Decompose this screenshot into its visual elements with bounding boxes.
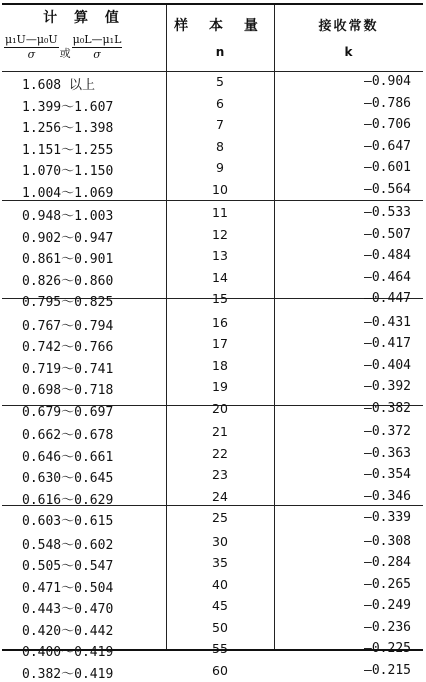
sample-size-cell: 30	[212, 533, 228, 549]
sample-size-cell: 22	[212, 445, 228, 461]
acceptance-constant-cell: —0.417	[364, 336, 411, 351]
range-cell: 1.070～1.150	[22, 164, 114, 179]
range-cell: 0.420～0.442	[22, 623, 114, 639]
range-cell: 0.826～0.860	[22, 273, 114, 289]
acceptance-constant-cell: —0.786	[364, 95, 411, 111]
sample-size-cell: 11	[212, 205, 228, 220]
table-row	[2, 574, 423, 596]
acceptance-constant-cell: —0.533	[364, 205, 411, 220]
sample-size-cell: 55	[212, 641, 228, 656]
range-cell: 0.400～0.419	[22, 645, 114, 660]
sample-size-cell: 60	[212, 662, 228, 678]
header-computed-value-title: 计 算 值	[43, 10, 125, 26]
table-row	[2, 660, 423, 682]
acceptance-constant-cell: —0.904	[364, 74, 411, 89]
table-row	[2, 638, 423, 660]
table-body	[2, 71, 423, 681]
acceptance-constant-cell: —0.249	[364, 598, 411, 613]
range-cell: 0.603～0.615	[22, 514, 114, 529]
range-cell: 0.698～0.718	[22, 383, 114, 398]
table-row	[2, 136, 423, 158]
range-cell: 0.679～0.697	[22, 404, 114, 420]
sample-size-cell: 40	[212, 576, 228, 592]
sample-size-cell: 23	[212, 467, 228, 482]
sample-size-cell: 6	[216, 95, 224, 111]
range-cell: 0.948～1.003	[22, 209, 114, 224]
acceptance-constant-cell: —0.339	[364, 510, 411, 525]
sample-size-cell: 45	[212, 598, 228, 613]
acceptance-constant-cell: —0.647	[364, 138, 411, 154]
sample-size-cell: 16	[212, 314, 228, 330]
range-cell: 0.443～0.470	[22, 602, 114, 617]
table-row	[2, 531, 423, 553]
table-row	[2, 464, 423, 486]
table-row	[2, 398, 423, 420]
range-cell: 1.151～1.255	[22, 142, 114, 158]
acceptance-constant-cell: —0.372	[364, 424, 411, 439]
acceptance-constant-cell: —0.601	[364, 160, 411, 175]
formula-upper-fraction	[4, 33, 59, 62]
table-row	[2, 71, 423, 93]
table-row	[2, 312, 423, 334]
acceptance-constant-cell: —0.431	[364, 314, 411, 330]
sample-size-cell: 19	[212, 379, 228, 394]
sample-size-cell: 9	[216, 160, 224, 175]
range-cell: 0.902～0.947	[22, 230, 114, 246]
table-row	[2, 202, 423, 224]
acceptance-constant-cell: —0.346	[364, 488, 411, 504]
acceptance-constant-cell: —0.354	[364, 467, 411, 482]
acceptance-constant-cell: —0.564	[364, 181, 411, 197]
sample-size-cell: 18	[212, 357, 228, 373]
range-cell: 1.608 以上	[22, 78, 95, 93]
table-row	[2, 224, 423, 246]
header-acceptance-constant	[274, 5, 423, 71]
range-cell: 0.662～0.678	[22, 428, 114, 443]
table-row	[2, 617, 423, 639]
table-row	[2, 288, 423, 310]
range-cell: 0.719～0.741	[22, 361, 114, 377]
acceptance-constant-cell: —0.404	[364, 357, 411, 373]
sample-size-cell: 8	[216, 138, 224, 154]
sample-size-cell: 35	[212, 555, 228, 570]
acceptance-constant-cell: —0.363	[364, 445, 411, 461]
range-cell: 0.646～0.661	[22, 449, 114, 465]
range-cell: 0.382～0.419	[22, 666, 114, 682]
table-row	[2, 114, 423, 136]
formula-upper-denominator: σ	[27, 48, 36, 61]
sample-size-cell: 13	[212, 248, 228, 263]
table-row	[2, 179, 423, 201]
header-sample-size	[166, 5, 274, 71]
range-cell: 0.548～0.602	[22, 537, 114, 553]
formula-upper-numerator: μ₁U—μ₀U	[5, 33, 58, 46]
sample-size-cell: 24	[212, 488, 228, 504]
acceptance-constant-cell: —0.484	[364, 248, 411, 263]
acceptance-constant-cell: —0.392	[364, 379, 411, 394]
acceptance-constant-cell: —0.464	[364, 269, 411, 285]
table-row	[2, 552, 423, 574]
table-row	[2, 421, 423, 443]
range-cell: 1.004～1.069	[22, 185, 114, 201]
range-cell: 0.795～0.825	[22, 295, 114, 310]
sample-size-cell: 10	[212, 181, 228, 197]
header-acceptance-constant-title: 接收常数	[318, 19, 379, 34]
sample-size-cell: 15	[212, 291, 228, 306]
range-cell: 0.471～0.504	[22, 580, 114, 596]
range-cell: 0.505～0.547	[22, 559, 114, 574]
acceptance-constant-cell: —0.382	[364, 400, 411, 416]
table-row	[2, 443, 423, 465]
formula-lower-numerator: μ₀L—μ₁L	[72, 33, 122, 46]
table-row	[2, 355, 423, 377]
header-formula	[4, 33, 164, 62]
formula-or: 或	[59, 46, 71, 60]
sample-size-cell: 17	[212, 336, 228, 351]
table-row	[2, 333, 423, 355]
header-sample-size-symbol: n	[215, 45, 225, 59]
range-cell: 1.256～1.398	[22, 121, 114, 136]
range-cell: 0.616～0.629	[22, 492, 114, 508]
acceptance-constant-cell: —0.236	[364, 619, 411, 635]
table-row	[2, 376, 423, 398]
sample-size-cell: 21	[212, 424, 228, 439]
acceptance-constant-cell: —0.215	[364, 662, 411, 678]
formula-lower-fraction	[72, 33, 123, 62]
table-row	[2, 486, 423, 508]
acceptance-constant-cell: —0.265	[364, 576, 411, 592]
acceptance-constant-cell: —0.447	[364, 291, 411, 306]
table-row	[2, 245, 423, 267]
sample-size-cell: 50	[212, 619, 228, 635]
acceptance-constant-cell: —0.706	[364, 117, 411, 132]
table-row	[2, 93, 423, 115]
sample-size-cell: 7	[216, 117, 224, 132]
table-row	[2, 595, 423, 617]
sample-size-cell: 20	[212, 400, 228, 416]
range-cell: 1.399～1.607	[22, 99, 114, 115]
acceptance-constant-cell: —0.507	[364, 226, 411, 242]
table-row	[2, 507, 423, 529]
sample-size-cell: 14	[212, 269, 228, 285]
table-row	[2, 267, 423, 289]
acceptance-constant-cell: —0.284	[364, 555, 411, 570]
sample-size-cell: 12	[212, 226, 228, 242]
sample-size-cell: 25	[212, 510, 228, 525]
acceptance-constant-cell: —0.225	[364, 641, 411, 656]
sample-size-cell: 5	[216, 74, 224, 89]
header-acceptance-constant-symbol: k	[344, 45, 353, 59]
range-cell: 0.742～0.766	[22, 340, 114, 355]
range-cell: 0.861～0.901	[22, 252, 114, 267]
header-sample-size-title: 样 本 量	[174, 18, 266, 34]
acceptance-constant-cell: —0.308	[364, 533, 411, 549]
acceptance-constant-table	[2, 3, 423, 682]
formula-lower-denominator: σ	[93, 48, 101, 61]
range-cell: 0.630～0.645	[22, 471, 114, 486]
table-row	[2, 157, 423, 179]
header-computed-value	[2, 5, 166, 71]
range-cell: 0.767～0.794	[22, 318, 114, 334]
